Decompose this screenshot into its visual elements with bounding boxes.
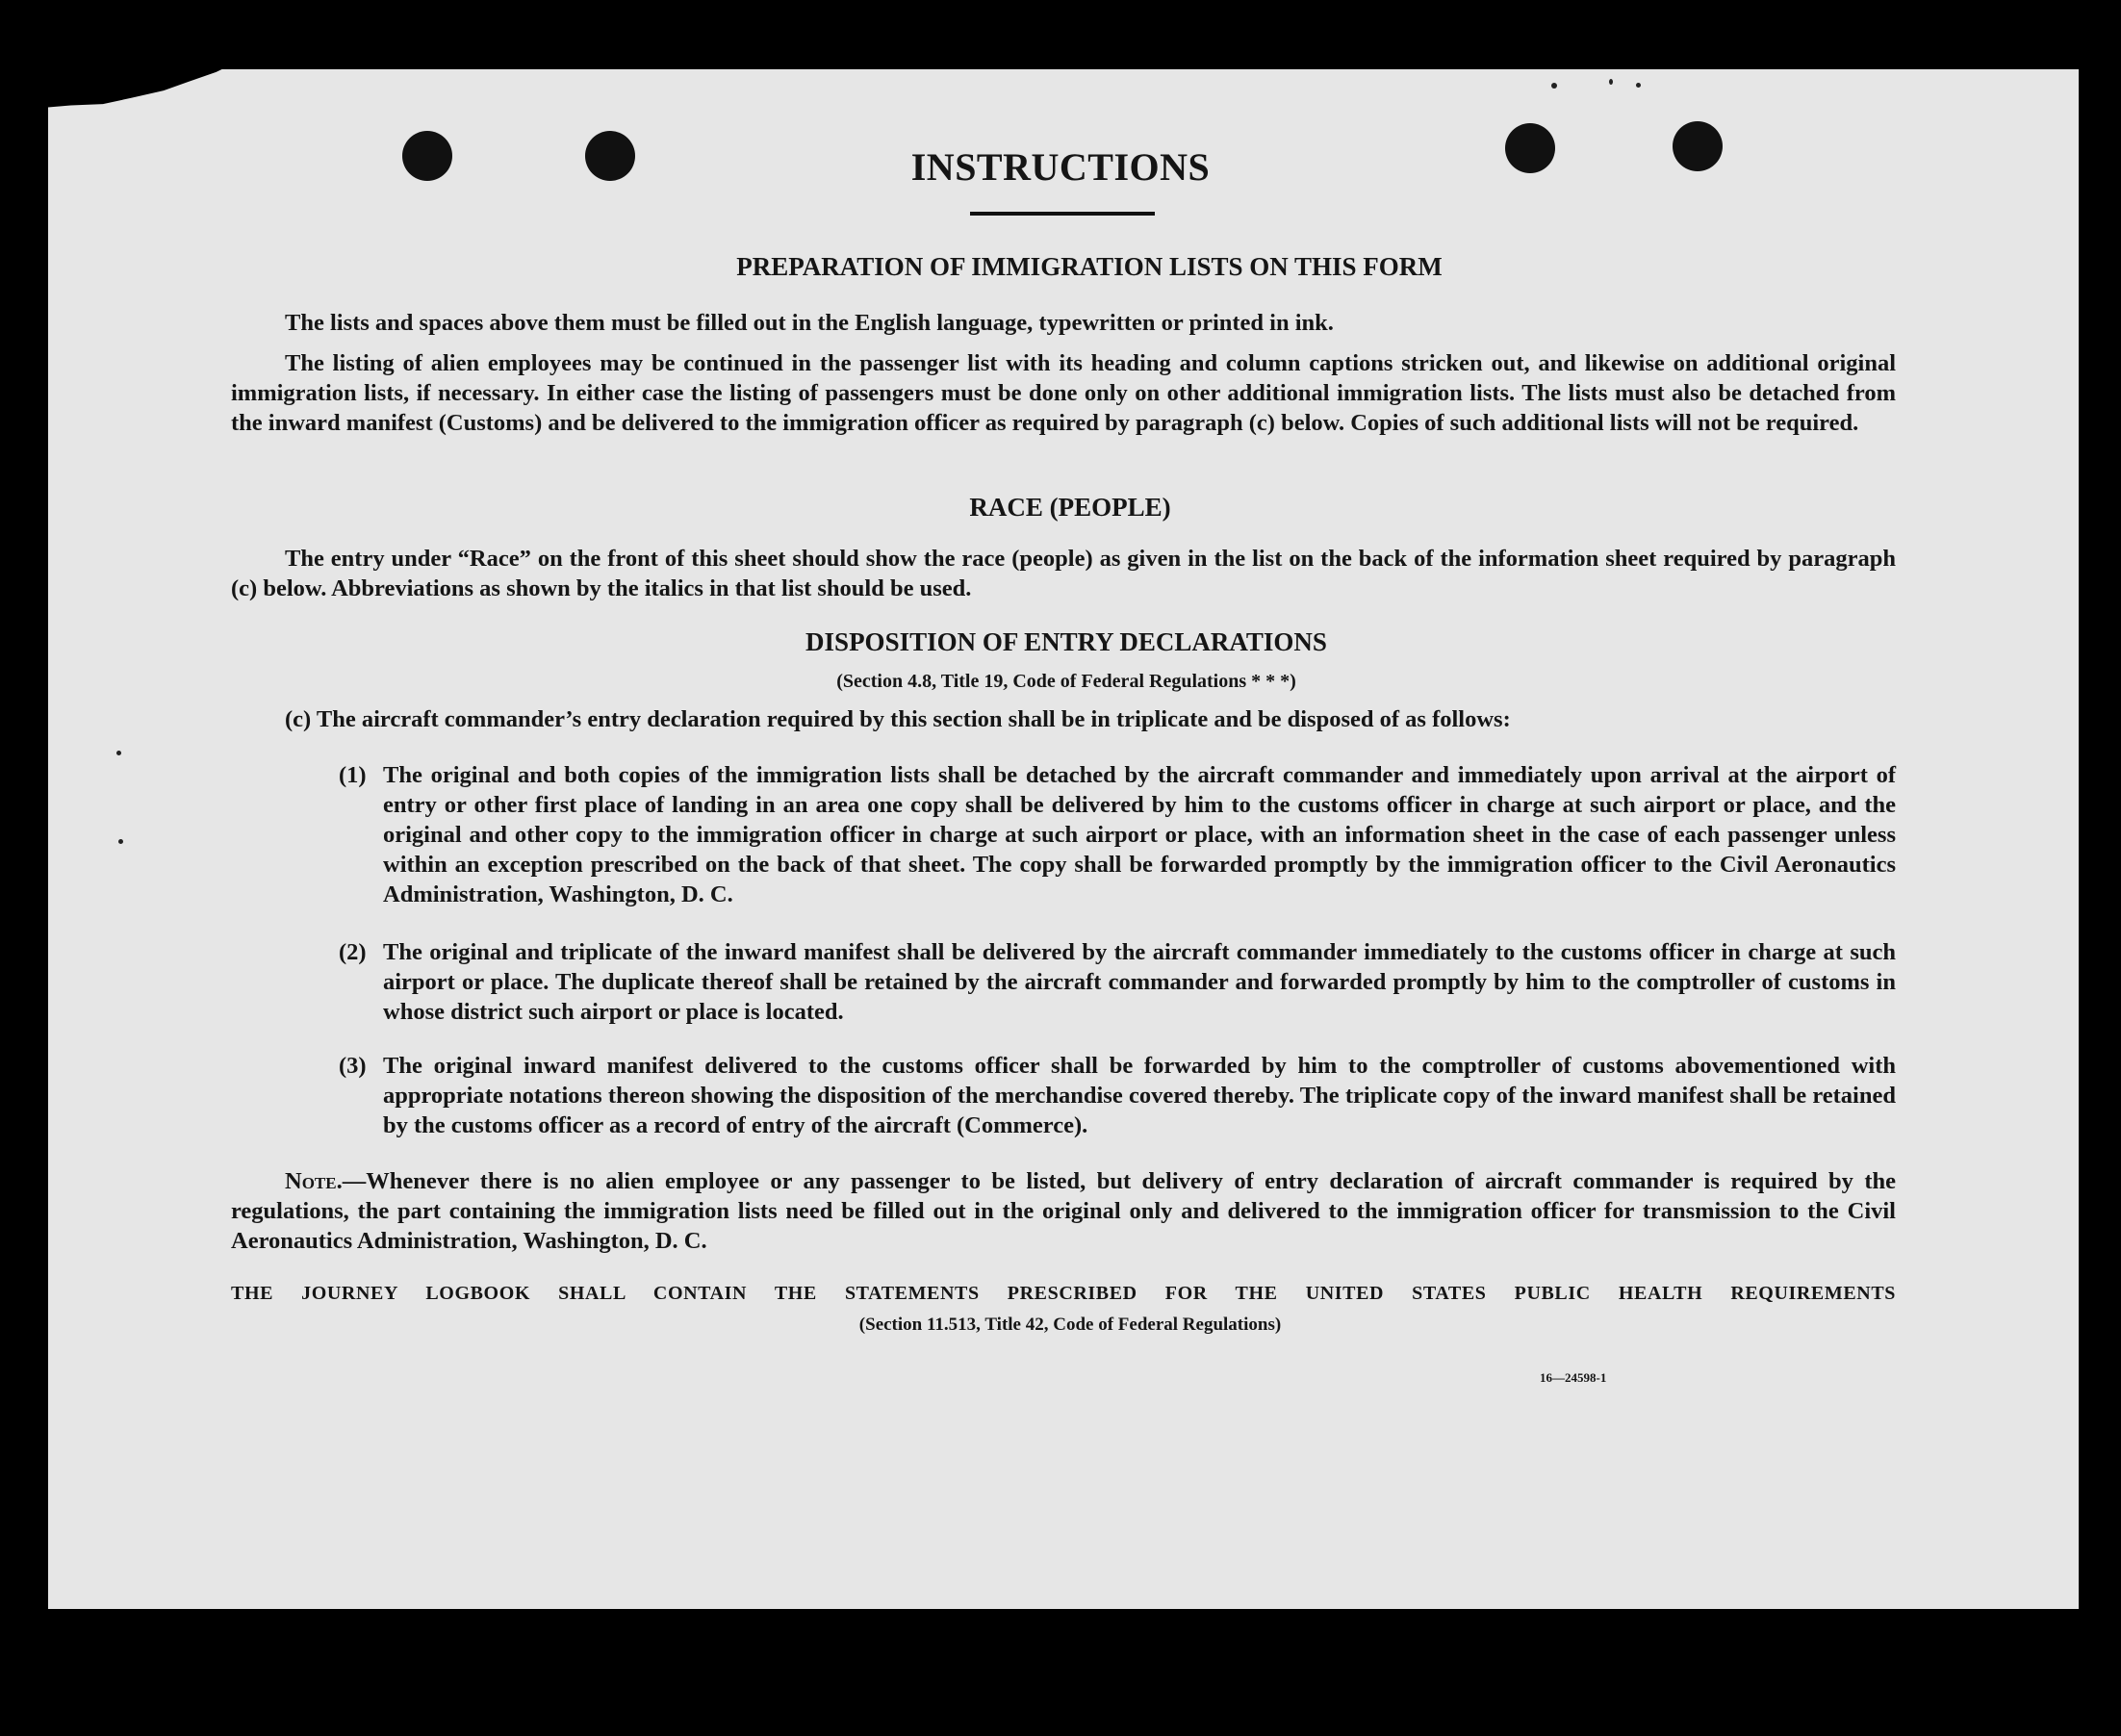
speck bbox=[118, 839, 123, 844]
form-number: 16—24598-1 bbox=[1540, 1370, 1607, 1385]
race-paragraph: The entry under “Race” on the front of this sheet should show the race (people) as given in the list on the back of the information sheet required by paragraph (c) below. Abbreviations as shown by the italics in that list should be used. bbox=[231, 546, 1896, 601]
title-rule bbox=[970, 212, 1155, 216]
speck bbox=[1609, 79, 1613, 85]
item-label: (1) bbox=[339, 762, 367, 788]
disposition-intro: (c) The aircraft commander’s entry declaration required by this section shall be in triplicate and be disposed of as follows: bbox=[285, 706, 1511, 732]
public-health-statement: THE JOURNEY LOGBOOK SHALL CONTAIN THE STATEMENTS PRESCRIBED FOR THE UNITED STATES PUBLIC HEALTH REQUIREMENTS bbox=[231, 1283, 1896, 1304]
item-label: (3) bbox=[339, 1053, 367, 1079]
section-heading-race: RACE (PEOPLE) bbox=[969, 493, 1171, 522]
disposition-item-3: (3) The original inward manifest delivered to the customs officer shall be forwarded by him to the comptroller of customs abovementioned with appropriate notations thereon showing the disposition of the merchandise covered thereby. The triplicate copy of the inward manifest shall be retained by the customs officer as a record of entry of the aircraft (Commerce). bbox=[339, 1053, 1896, 1138]
disposition-item-1: (1) The original and both copies of the immigration lists shall be detached by the aircraft commander and immediately upon arrival at the airport of entry or other first place of landing in an area one copy shall be delivered by him to the customs officer in charge at such airport or place, and the original and other copy to the immigration officer in charge at such airport or place, with an information sheet in the case of each passenger unless within an exception prescribed on the back of that sheet. The copy shall be forwarded promptly by the immigration officer to the Civil Aeronautics Administration, Washington, D. C. bbox=[339, 762, 1896, 907]
note-label: Note. bbox=[285, 1168, 343, 1194]
speck bbox=[1551, 83, 1557, 89]
speck bbox=[116, 751, 121, 755]
public-health-citation: (Section 11.513, Title 42, Code of Federal Regulations) bbox=[858, 1315, 1282, 1335]
preparation-paragraph-2: The listing of alien employees may be continued in the passenger list with its heading and column captions stricken out, and likewise on additional original immigration lists, if necessary. In either case the listing of passengers must be done only on other additional immigration lists. The lists must also be detached from the inward manifest (Customs) and be delivered to the immigration officer as required by paragraph (c) below. Copies of such additional lists will not be required. bbox=[231, 350, 1896, 436]
section-heading-preparation: PREPARATION OF IMMIGRATION LISTS ON THIS FORM bbox=[736, 252, 1443, 281]
page-title: INSTRUCTIONS bbox=[910, 145, 1211, 189]
item-label: (2) bbox=[339, 939, 367, 965]
speck bbox=[1636, 83, 1641, 88]
disposition-item-2: (2) The original and triplicate of the inward manifest shall be delivered by the aircraft commander immediately to the customs officer in charge at such airport or place. The duplicate thereof shall be retained by the aircraft commander and forwarded promptly by him to the comptroller of customs in whose district such airport or place is located. bbox=[339, 939, 1896, 1025]
preparation-paragraph-1: The lists and spaces above them must be filled out in the English language, typewritten or printed in ink. bbox=[285, 310, 1334, 336]
section-heading-disposition: DISPOSITION OF ENTRY DECLARATIONS bbox=[805, 627, 1327, 656]
note-paragraph: Note.—Whenever there is no alien employee or any passenger to be listed, but delivery of entry declaration of aircraft commander is required by the regulations, the part containing the immigration lists need be filled out in the original only and delivered to the immigration officer for transmission to the Civil Aeronautics Administration, Washington, D. C. bbox=[231, 1168, 1896, 1254]
disposition-citation: (Section 4.8, Title 19, Code of Federal Regulations * * *) bbox=[836, 671, 1296, 692]
